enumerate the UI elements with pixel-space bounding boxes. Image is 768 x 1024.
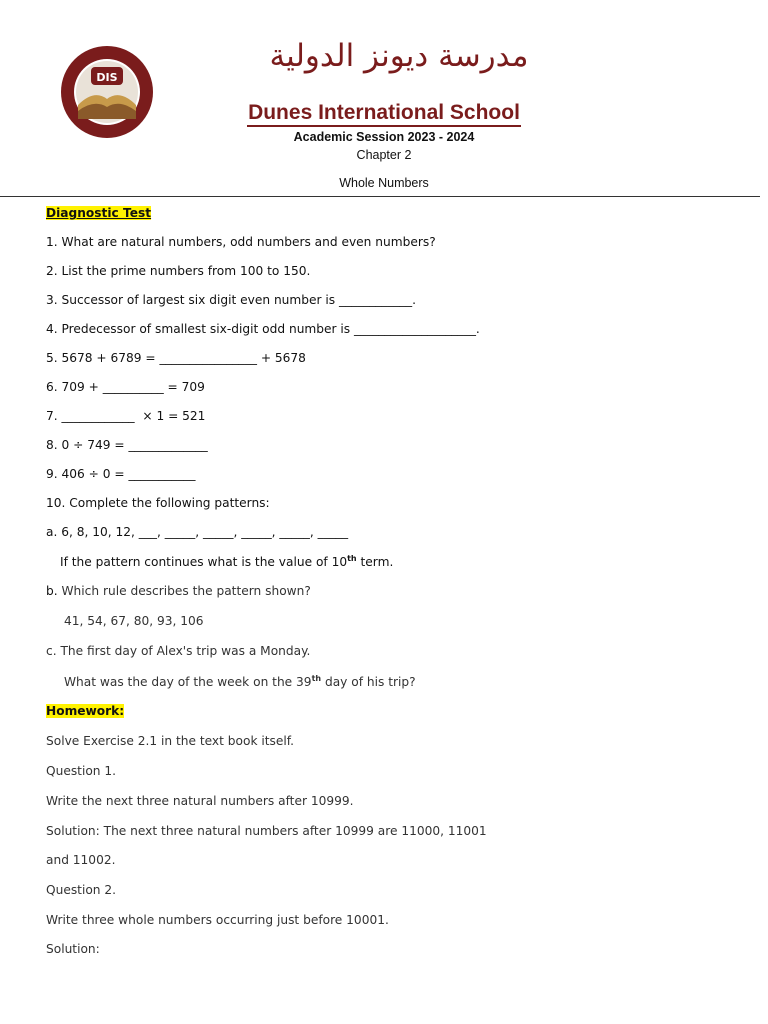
pattern-b: b. Which rule describes the pattern shown? xyxy=(46,584,311,598)
homework-line-6: Question 2. xyxy=(46,883,117,897)
chapter-label: Chapter 2 xyxy=(356,148,412,162)
header-divider xyxy=(0,196,760,197)
diagnostic-heading: Diagnostic Test xyxy=(46,206,152,220)
question-9: 9. 406 ÷ 0 = ___________ xyxy=(46,467,196,481)
question-10: 10. Complete the following patterns: xyxy=(46,496,270,510)
question-7: 7. ____________ × 1 = 521 xyxy=(46,409,206,423)
homework-line-4: Solution: The next three natural numbers after 10999 are 11000, 11001 xyxy=(46,824,487,838)
question-8: 8. 0 ÷ 749 = _____________ xyxy=(46,438,208,452)
question-6: 6. 709 + __________ = 709 xyxy=(46,380,205,394)
arabic-school-name: مدرسة ديونز الدولية xyxy=(269,38,529,74)
pattern-a: a. 6, 8, 10, 12, ___, _____, _____, _____, _____, _____ xyxy=(46,525,349,539)
question-4: 4. Predecessor of smallest six-digit odd number is ____________________. xyxy=(46,322,480,336)
logo-initials: DIS xyxy=(96,71,118,84)
pattern-c-note: What was the day of the week on the 39th day of his trip? xyxy=(64,674,416,689)
question-5: 5. 5678 + 6789 = ________________ + 5678 xyxy=(46,351,306,365)
question-3: 3. Successor of largest six digit even number is ____________. xyxy=(46,293,416,307)
question-2: 2. List the prime numbers from 100 to 150. xyxy=(46,264,311,278)
pattern-c: c. The first day of Alex's trip was a Monday. xyxy=(46,644,311,658)
question-1: 1. What are natural numbers, odd numbers and even numbers? xyxy=(46,235,436,249)
pattern-a-note: If the pattern continues what is the value of 10th term. xyxy=(60,554,394,569)
homework-line-1: Solve Exercise 2.1 in the text book itself. xyxy=(46,734,295,748)
pattern-b-sequence: 41, 54, 67, 80, 93, 106 xyxy=(64,614,204,628)
school-name: Dunes International School xyxy=(0,101,768,125)
homework-line-7: Write three whole numbers occurring just before 10001. xyxy=(46,913,389,927)
topic-title: Whole Numbers xyxy=(339,176,429,190)
homework-heading: Homework: xyxy=(46,704,125,718)
homework-line-5: and 11002. xyxy=(46,853,116,867)
homework-line-8: Solution: xyxy=(46,942,100,956)
homework-line-3: Write the next three natural numbers after 10999. xyxy=(46,794,354,808)
academic-session: Academic Session 2023 - 2024 xyxy=(293,130,475,144)
homework-line-2: Question 1. xyxy=(46,764,117,778)
